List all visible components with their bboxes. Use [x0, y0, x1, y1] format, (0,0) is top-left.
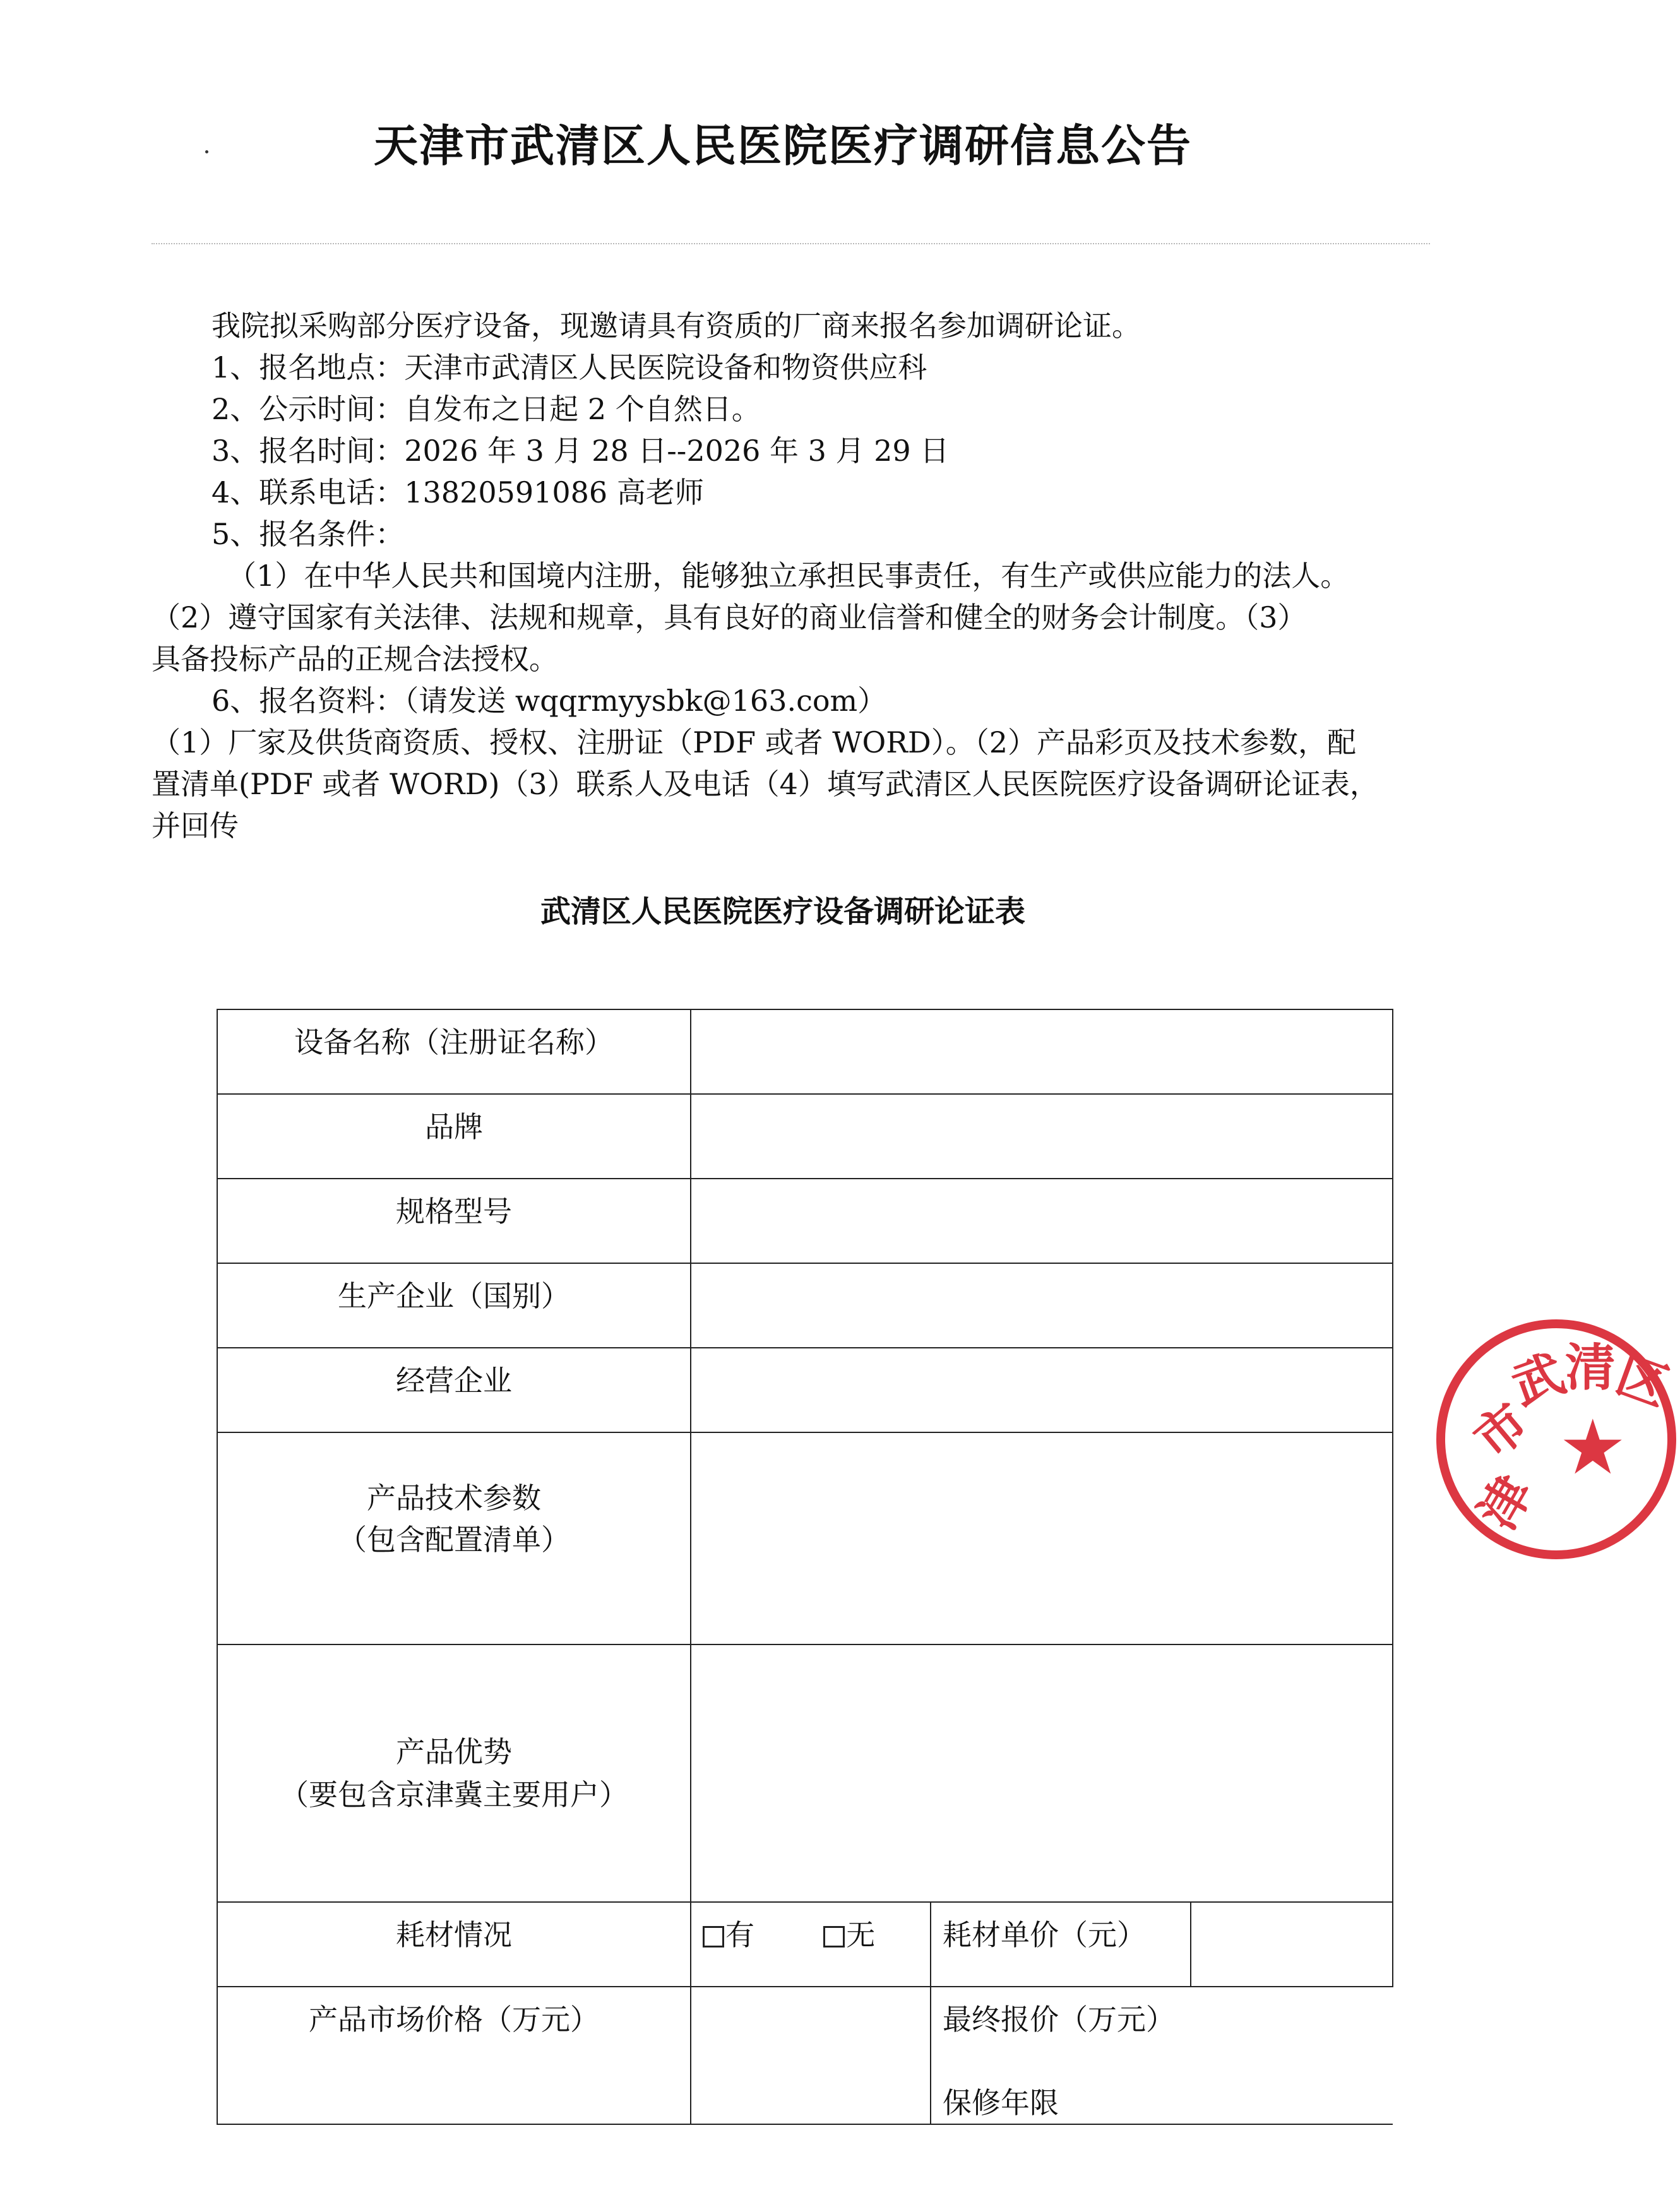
seal-star-icon: ★: [1559, 1404, 1627, 1492]
registration-location: 1、报名地点：天津市武清区人民医院设备和物资供应科: [211, 350, 927, 384]
condition-2: （2）遵守国家有关法律、法规和规章，具有良好的商业信誉和健全的财务会计制度。（3）: [152, 600, 1307, 634]
table-row: [217, 1009, 1393, 1094]
consumables-no-checkbox[interactable]: [823, 1926, 845, 1947]
intro-text: 我院拟采购部分医疗设备，现邀请具有资质的厂商来报名参加调研论证。: [211, 309, 1141, 343]
tech-params-field[interactable]: [691, 1432, 1393, 1644]
consumable-price-label: 耗材单价（元）: [931, 1902, 1191, 1987]
manufacturer-field[interactable]: [691, 1263, 1393, 1348]
red-seal-stamp: [1436, 1319, 1676, 1559]
quote-warranty-cell[interactable]: [931, 1987, 1393, 2124]
announcement-period: 2、公示时间：自发布之日起 2 个自然日。: [211, 392, 761, 426]
distributor-label: 经营企业: [217, 1348, 691, 1432]
final-quote-label: 最终报价（万元）: [943, 2002, 1175, 2037]
condition-3: 具备投标产品的正规合法授权。: [152, 642, 558, 676]
registration-materials-heading: 6、报名资料：（请发送 wqqrmyysbk@163.com）: [211, 684, 887, 718]
manufacturer-label: 生产企业（国别）: [217, 1263, 691, 1348]
advantages-label-line1: 产品优势: [396, 1735, 512, 1769]
table-row: [217, 1644, 1393, 1902]
table-row: [217, 1263, 1393, 1348]
brand-field[interactable]: [691, 1094, 1393, 1179]
table-row: [217, 1902, 1393, 1987]
tech-params-label-line1: 产品技术参数: [367, 1481, 541, 1515]
seal-char: 津: [1467, 1466, 1544, 1539]
advantages-field[interactable]: [691, 1644, 1393, 1902]
consumables-label: 耗材情况: [217, 1902, 691, 1987]
materials-line-1: （1）厂家及供货商资质、授权、注册证（PDF 或者 WORD）。（2）产品彩页及技术参数，配: [152, 725, 1357, 759]
table-row: [217, 1432, 1393, 1644]
device-name-field[interactable]: [691, 1009, 1393, 1094]
advantages-label-line2: （要包含京津冀主要用户）: [280, 1778, 628, 1812]
model-field[interactable]: [691, 1179, 1393, 1263]
distributor-field[interactable]: [691, 1348, 1393, 1432]
advantages-label: [217, 1644, 691, 1902]
seal-char: 清: [1565, 1338, 1616, 1397]
consumables-no-label: 无: [846, 1918, 876, 1952]
seal-char: 武: [1504, 1343, 1572, 1417]
registration-conditions-heading: 5、报名条件：: [211, 517, 405, 551]
device-name-label: 设备名称（注册证名称）: [217, 1009, 691, 1094]
contact-phone: 4、联系电话：13820591086 高老师: [211, 475, 704, 509]
seal-char: 市: [1463, 1392, 1540, 1470]
table-row: [217, 1348, 1393, 1432]
title-divider: [152, 243, 1430, 244]
materials-line-2: 置清单(PDF 或者 WORD)（3）联系人及电话（4）填写武清区人民医院医疗设备调研论证表，: [152, 767, 1379, 801]
survey-form-table: [217, 1009, 1393, 2125]
model-label: 规格型号: [217, 1179, 691, 1263]
consumables-options: [691, 1902, 931, 1987]
registration-time: 3、报名时间：2026 年 3 月 28 日--2026 年 3 月 29 日: [211, 434, 950, 468]
table-row: [217, 1094, 1393, 1179]
market-price-field[interactable]: [691, 1987, 931, 2124]
table-row: [217, 1987, 1393, 2124]
seal-char: 区: [1609, 1345, 1677, 1418]
page-title: 天津市武清区人民医院医疗调研信息公告: [374, 120, 1192, 172]
tech-params-label: [217, 1432, 691, 1644]
tech-params-label-line2: （包含配置清单）: [338, 1523, 570, 1557]
consumables-yes-checkbox[interactable]: [703, 1926, 724, 1947]
speck: [205, 150, 208, 153]
warranty-label: 保修年限: [943, 2086, 1059, 2120]
form-title: 武清区人民医院医疗设备调研论证表: [540, 894, 1025, 929]
materials-line-3: 并回传: [152, 809, 239, 843]
consumable-price-field[interactable]: [1191, 1902, 1393, 1987]
brand-label: 品牌: [217, 1094, 691, 1179]
market-price-label: 产品市场价格（万元）: [217, 1987, 691, 2124]
table-row: [217, 1179, 1393, 1263]
condition-1: （1）在中华人民共和国境内注册，能够独立承担民事责任，有生产或供应能力的法人。: [227, 559, 1350, 593]
consumables-yes-label: 有: [725, 1918, 754, 1952]
